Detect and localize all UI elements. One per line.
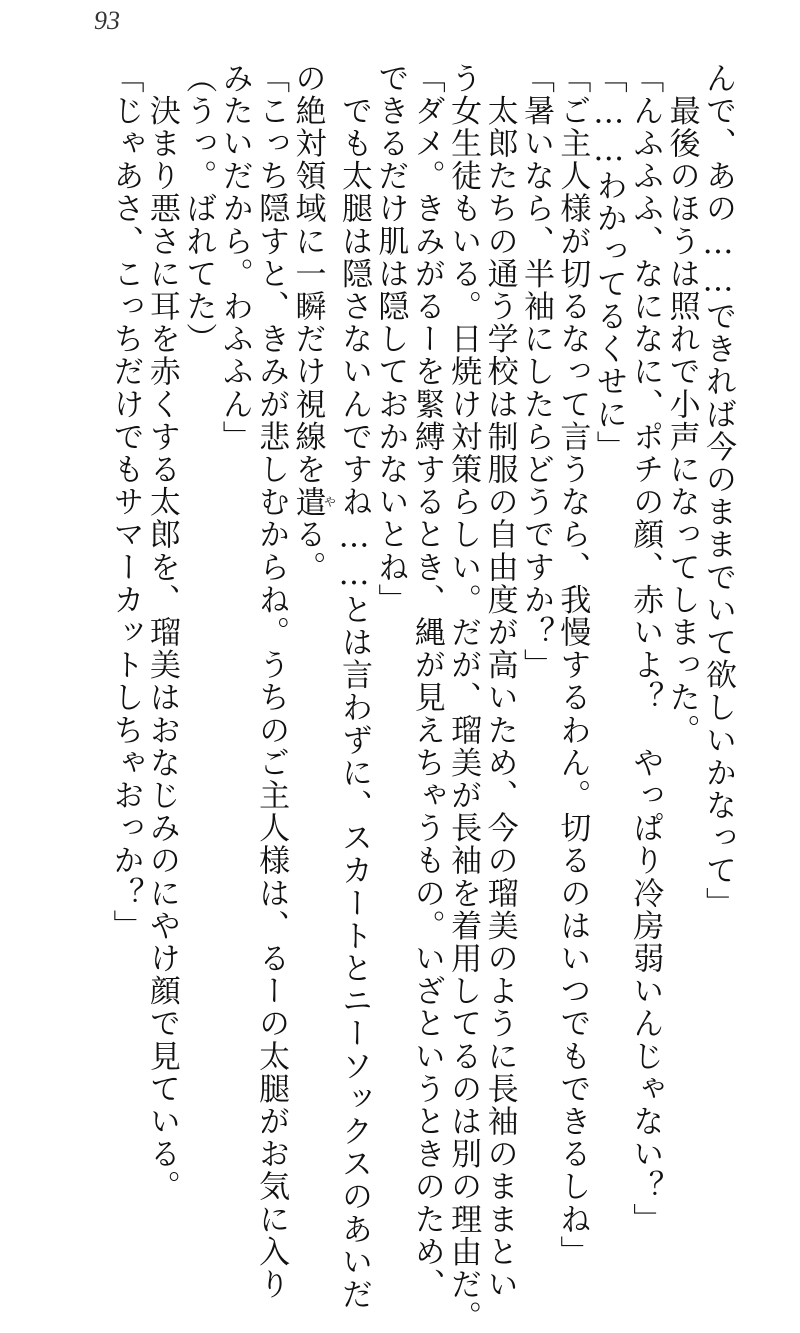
text-line: 「じゃあさ、こっちだけでもサマーカットしちゃおっか？」 xyxy=(107,62,144,943)
text-line: （うっ。ばれてた） xyxy=(180,62,217,356)
text-line: 「暑いなら、半袖にしたらどうですか？」 xyxy=(517,62,554,682)
text-line: 決まり悪さに耳を赤くする太郎を、瑠美はおなじみのにやけ顔で見ている。 xyxy=(143,62,180,1203)
text-line: んで、あの……できれば今のままでいて欲しいかなって」 xyxy=(700,62,736,920)
text-line: 「ダメ。きみがるーを緊縛するとき、縄が見えちゃうもの。いざというときのため、 xyxy=(408,62,445,1301)
page-number: 93 xyxy=(94,6,120,35)
text-line: できるだけ肌は隠しておかないとね」 xyxy=(372,62,409,617)
ruby-annotation: 遣や xyxy=(289,485,337,519)
text-line: 「んふふふ、なになに、ポチの顔、赤いよ？ やっぱり冷房弱いんじゃない？」 xyxy=(627,62,664,1236)
vertical-text-block xyxy=(107,62,736,1333)
ruby-reading: や xyxy=(322,485,337,519)
text-line: 「ご主人様が切るなって言うなら、我慢するわん。切るのはいつでもできるしね」 xyxy=(554,62,591,1269)
text-line: でも太腿は隠さないんですね……とは言わずに、スカートとニーソックスのあいだ xyxy=(335,62,372,1311)
text-line: う女生徒もいる。日焼け対策らしい。だが、瑠美が長袖を着用してるのは別の理由だ。 xyxy=(445,62,482,1333)
text-line: 「こっち隠すと、きみが悲しむからね。うちのご主人様は、るーの太腿がお気に入り xyxy=(253,62,290,1301)
text-line: 太郎たちの通う学校は制服の自由度が高いため、今の瑠美のように長袖のままとい xyxy=(481,62,518,1301)
text-line: 「……わかってるくせに」 xyxy=(590,62,627,464)
text-line: みたいだから。わふふん」 xyxy=(216,62,253,454)
text-line: の絶対領域に一瞬だけ視線を遣やる。 xyxy=(289,62,337,584)
text-line: 最後のほうは照れで小声になってしまった。 xyxy=(663,62,700,747)
